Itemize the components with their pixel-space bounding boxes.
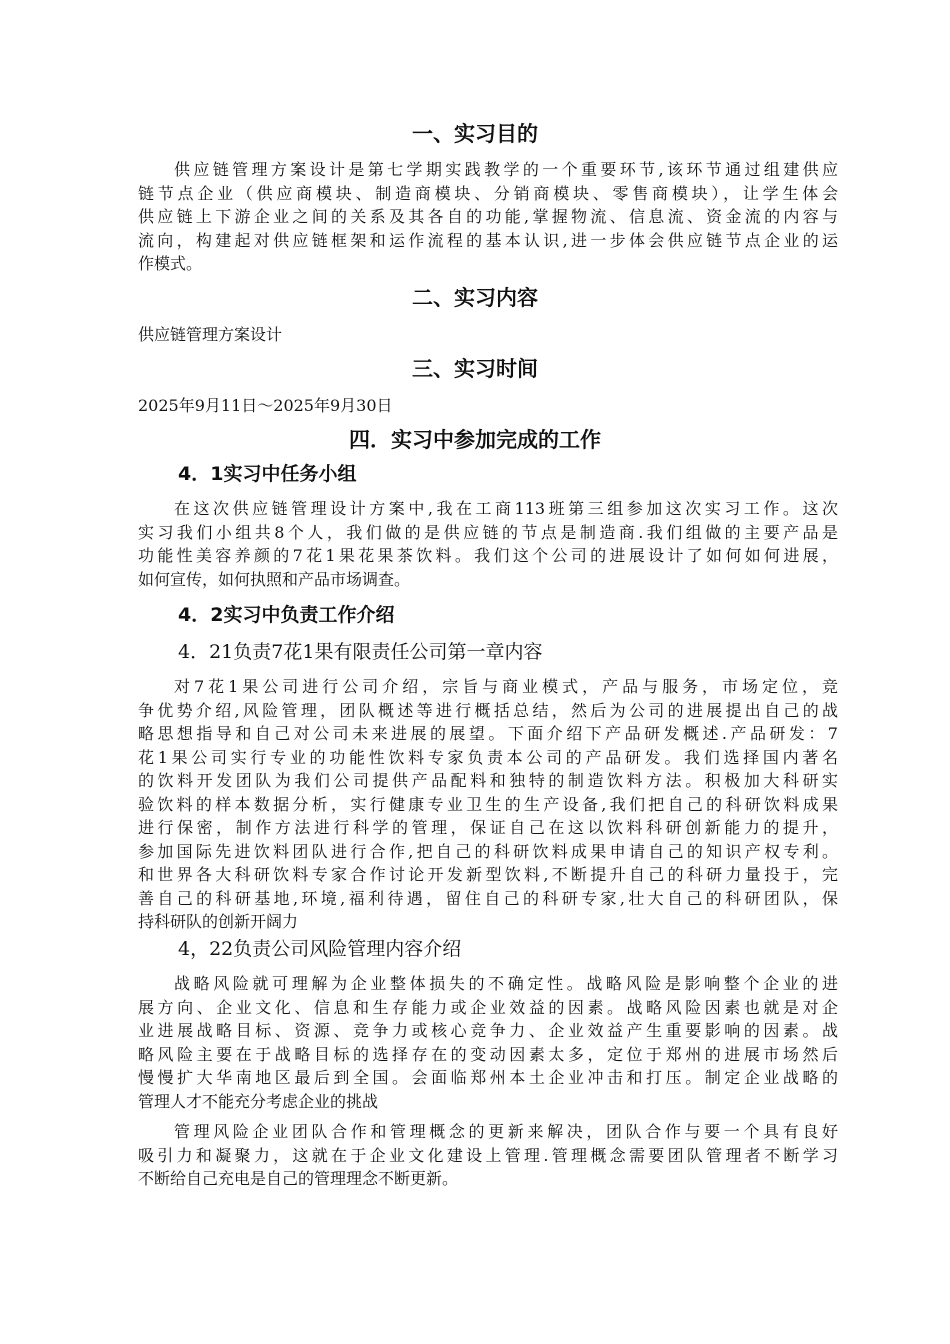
text-line: 供应链管理方案设计 bbox=[138, 325, 283, 344]
text-line: 展方向、企业文化、信息和生存能力或企业效益的因素。战略风险因素也就是对企 bbox=[138, 997, 838, 1017]
paragraph-management-risk bbox=[138, 1120, 838, 1191]
text-line: 2025年9月11日～2025年9月30日 bbox=[138, 396, 393, 415]
text-line: 和世界各大科研饮料专家合作讨论开发新型饮料,不断提升自己的科研力量投于，完 bbox=[138, 865, 838, 884]
text-line: 供应链管理方案设计是第七学期实践教学的一个重要环节,该环节通过组建供应 bbox=[174, 160, 838, 179]
section-heading-content: 二、实习内容 bbox=[412, 286, 538, 310]
subsection-heading-task-group: 4．1实习中任务小组 bbox=[178, 463, 357, 485]
subsection-heading-chapter-one: 4．21负责7花1果有限责任公司第一章内容 bbox=[178, 641, 543, 663]
text-line: 如何宣传，如何执照和产品市场调查。 bbox=[138, 569, 411, 589]
text-line: 略思想指导和自己对公司未来进展的展望。下面介绍下产品研发概述.产品研发：7 bbox=[138, 724, 838, 743]
subsection-heading-responsibility: 4．2实习中负责工作介绍 bbox=[178, 604, 395, 626]
paragraph-time bbox=[138, 394, 838, 418]
text-line: 善自己的科研基地,环境,福利待遇，留住自己的科研专家,壮大自己的科研团队，保 bbox=[138, 888, 838, 908]
paragraph-content bbox=[138, 323, 838, 347]
section-heading-time: 三、实习时间 bbox=[412, 357, 538, 381]
paragraph-task-group bbox=[138, 497, 838, 591]
text-line: 花1果公司实行专业的功能性饮料专家负责本公司的产品研发。我们选择国内著名 bbox=[138, 747, 838, 767]
text-line: 在这次供应链管理设计方案中,我在工商113班第三组参加这次实习工作。这次 bbox=[174, 499, 838, 518]
text-line: 功能性美容养颜的7花1果花果茶饮料。我们这个公司的进展设计了如何如何进展， bbox=[138, 546, 838, 565]
text-line: 慢慢扩大华南地区最后到全国。会面临郑州本土企业冲击和打压。制定企业战略的 bbox=[138, 1068, 838, 1087]
text-line: 战略风险就可理解为企业整体损失的不确定性。战略风险是影响整个企业的进 bbox=[174, 974, 838, 993]
text-line: 链节点企业（供应商模块、制造商模块、分销商模块、零售商模块），让学生体会 bbox=[138, 183, 838, 203]
text-line: 吸引力和凝聚力，这就在于企业文化建设上管理.管理概念需要团队管理者不断学习 bbox=[138, 1145, 838, 1165]
section-heading-purpose: 一、实习目的 bbox=[412, 122, 538, 146]
text-line: 持科研队的创新开阔力 bbox=[138, 912, 299, 931]
text-line: 管理风险企业团队合作和管理概念的更新来解决，团队合作与要一个具有良好 bbox=[174, 1122, 838, 1141]
text-line: 的饮料开发团队为我们公司提供产品配料和独特的制造饮料方法。积极加大科研实 bbox=[138, 771, 838, 790]
paragraph-purpose bbox=[138, 158, 838, 276]
text-line: 实习我们小组共8个人，我们做的是供应链的节点是制造商.我们组做的主要产品是 bbox=[138, 522, 838, 542]
text-line: 略风险主要在于战略目标的选择存在的变动因素太多，定位于郑州的进展市场然后 bbox=[138, 1044, 838, 1064]
section-heading-work: 四．实习中参加完成的工作 bbox=[349, 428, 601, 452]
text-line: 不断给自己充电是自己的管理理念不断更新。 bbox=[138, 1169, 459, 1188]
text-line: 验饮料的样本数据分析，实行健康专业卫生的生产设备,我们把自己的科研饮料成果 bbox=[138, 794, 838, 814]
text-line: 对7花1果公司进行公司介绍，宗旨与商业模式，产品与服务，市场定位，竞 bbox=[174, 677, 838, 696]
text-line: 进行保密，制作方法进行科学的管理，保证自己在这以饮料科研创新能力的提升， bbox=[138, 818, 838, 837]
text-line: 供应链上下游企业之间的关系及其各自的功能,掌握物流、信息流、资金流的内容与 bbox=[138, 207, 838, 226]
text-line: 争优势介绍,风险管理，团队概述等进行概括总结，然后为公司的进展提出自己的战 bbox=[138, 700, 838, 720]
text-line: 参加国际先进饮料团队进行合作,把自己的科研饮料成果申请自己的知识产权专利。 bbox=[138, 841, 838, 861]
text-line: 流向，构建起对供应链框架和运作流程的基本认识,进一步体会供应链节点企业的运 bbox=[138, 230, 838, 250]
subsection-heading-risk-management: 4，22负责公司风险管理内容介绍 bbox=[178, 938, 462, 960]
text-line: 业进展战略目标、资源、竞争力或核心竞争力、企业效益产生重要影响的因素。战 bbox=[138, 1021, 838, 1040]
text-line: 管理人才不能充分考虑企业的挑战 bbox=[138, 1091, 379, 1111]
text-line: 作模式。 bbox=[138, 254, 203, 273]
paragraph-chapter-one bbox=[138, 675, 838, 934]
paragraph-strategic-risk bbox=[138, 972, 838, 1113]
